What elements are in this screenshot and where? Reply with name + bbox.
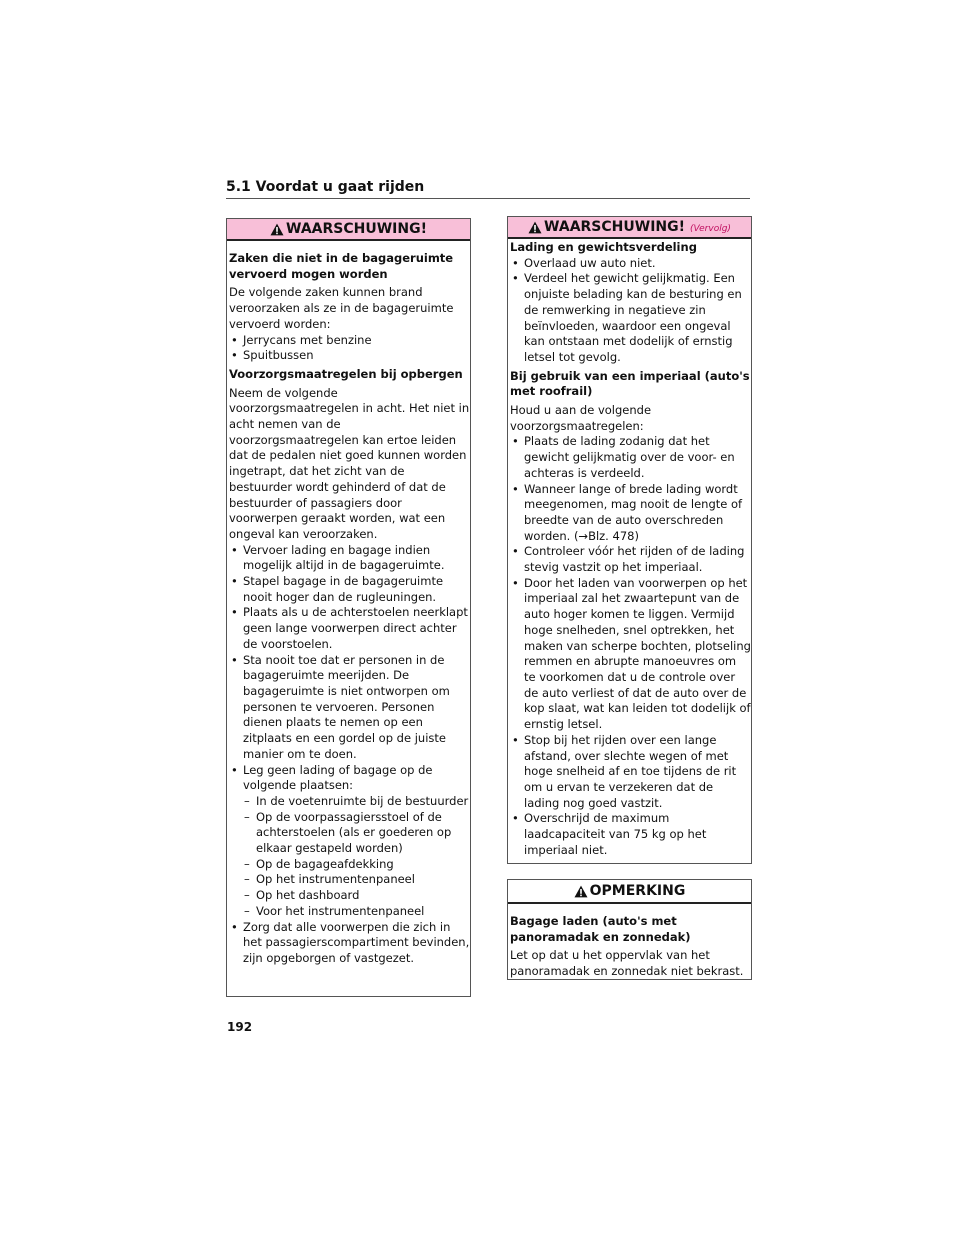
bullet-list-load xyxy=(510,256,751,366)
warning-triangle-icon xyxy=(574,885,588,898)
note-title: OPMERKING xyxy=(589,883,686,899)
continued-label: (Vervolg) xyxy=(690,223,731,234)
warning-box-left xyxy=(226,218,471,997)
list-item: • Spuitbussen xyxy=(229,348,470,364)
list-item-text: Leg geen lading of bagage op de volgende plaatsen: xyxy=(243,762,433,793)
list-item: • Overschrijd de maximum laadcapaciteit van 75 kg op het imperiaal niet. xyxy=(510,811,751,858)
list-item: • Zorg dat alle voorwerpen die zich in het passagierscompartiment bevinden, zijn opgeborgen of vastgezet. xyxy=(229,920,470,967)
page-number: 192 xyxy=(227,1020,253,1034)
paragraph-roof-scratch: Let op dat u het oppervlak van het panoramadak en zonnedak niet bekrast. xyxy=(510,948,744,979)
warning-content-right xyxy=(508,239,751,858)
list-item: • Jerrycans met benzine xyxy=(229,333,470,349)
list-item: • Sta nooit toe dat er personen in de bagageruimte meerijden. De bagageruimte is niet ontworpen om personen te vervoeren. Personen dienen plaats te nemen op een zitplaats en een gordel op de juiste manier om te doen. xyxy=(229,653,470,763)
paragraph-precautions: Neem de volgende voorzorgsmaatregelen in acht. Het niet in acht nemen van de voorzorgsmaatregelen kan ertoe leiden dat de pedalen niet goed kunnen worden ingetrapt, dat het zicht van de bestuurder wordt gehinderd of dat de bestuurder of passagiers door voorwerpen geraakt worden, wat een ongeval kan veroorzaken. xyxy=(229,385,470,541)
paragraph-fire-risk: De volgende zaken kunnen brand veroorzaken als ze in de bagageruimte vervoerd worden: xyxy=(229,285,454,331)
heading-luggage-loading: Bagage laden (auto's met panoramadak en zonnedak) xyxy=(510,914,691,944)
dash-item: – Op de voorpassagiersstoel of de achterstoelen (als er goederen op elkaar gestapeld worden) xyxy=(243,810,470,857)
list-item: • Verdeel het gewicht gelijkmatig. Een onjuiste belading kan de besturing en de remwerking in negatieve zin beïnvloeden, waardoor een ongeval kan ontstaan met dodelijk of ernstig letsel tot gevolg. xyxy=(510,271,751,365)
list-item: • Controleer vóór het rijden of de lading stevig vastzit op het imperiaal. xyxy=(510,544,751,575)
warning-title: WAARSCHUWING! xyxy=(286,221,427,237)
bullet-list-roof-rack xyxy=(510,434,751,858)
heading-storage-precautions: Voorzorgsmaatregelen bij opbergen xyxy=(229,366,463,381)
list-item: • Plaats de lading zodanig dat het gewicht gelijkmatig over de voor- en achteras is verdeeld. xyxy=(510,434,751,481)
list-item: • Plaats als u de achterstoelen neerklapt geen lange voorwerpen direct achter de voorstoelen. xyxy=(229,605,470,652)
warning-triangle-icon xyxy=(528,221,542,234)
warning-content-left xyxy=(227,241,470,967)
heading-storage-items: Zaken die niet in de bagageruimte vervoerd mogen worden xyxy=(229,251,454,281)
warning-title-bar-continued xyxy=(508,217,751,239)
bullet-list-items xyxy=(229,333,470,364)
dash-item: – In de voetenruimte bij de bestuurder xyxy=(243,794,470,810)
list-item: • Vervoer lading en bagage indien mogelijk altijd in de bagageruimte. xyxy=(229,543,470,574)
dash-item: – Op de bagageafdekking xyxy=(243,857,470,873)
note-title-bar xyxy=(508,880,751,904)
heading-roof-rack: Bij gebruik van een imperiaal (auto's met roofrail) xyxy=(510,368,750,399)
dash-item: – Op het instrumentenpaneel xyxy=(243,872,470,888)
dash-item: – Voor het instrumentenpaneel xyxy=(243,904,470,920)
heading-load-distribution: Lading en gewichtsverdeling xyxy=(510,240,697,254)
warning-triangle-icon xyxy=(270,223,284,236)
note-box xyxy=(507,879,752,980)
paragraph-roof-rack: Houd u aan de volgende voorzorgsmaatregelen: xyxy=(510,403,652,433)
section-header: 5.1 Voordat u gaat rijden xyxy=(226,178,750,199)
list-item: • Wanneer lange of brede lading wordt meegenomen, mag nooit de lengte of breedte van de auto overschreden worden. (→Blz. 478) xyxy=(510,482,751,545)
warning-title: WAARSCHUWING! xyxy=(544,219,685,235)
list-item: • Stapel bagage in de bagageruimte nooit hoger dan de rugleuningen. xyxy=(229,574,470,605)
bullet-list-precautions xyxy=(229,543,470,967)
note-content xyxy=(508,904,751,980)
list-item: • Stop bij het rijden over een lange afstand, over slechte wegen of met hoge snelheid af en toe tijdens de rit om u ervan te verzekeren dat de lading nog goed vastzit. xyxy=(510,733,751,812)
dash-list-places xyxy=(243,794,470,920)
dash-item: – Op het dashboard xyxy=(243,888,470,904)
warning-box-right xyxy=(507,216,752,864)
list-item-with-sublist xyxy=(229,763,470,920)
list-item: • Door het laden van voorwerpen op het imperiaal zal het zwaartepunt van de auto hoger komen te liggen. Vermijd hoge snelheden, snel optrekken, het maken van scherpe bochten, plotseling remmen en abrupte manoeuvres om te voorkomen dat u de controle over de auto verliest of dat de auto over de kop slaat, wat kan leiden tot dodelijk of ernstig letsel. xyxy=(510,576,751,733)
warning-title-bar xyxy=(227,219,470,241)
list-item: • Overlaad uw auto niet. xyxy=(510,256,751,272)
